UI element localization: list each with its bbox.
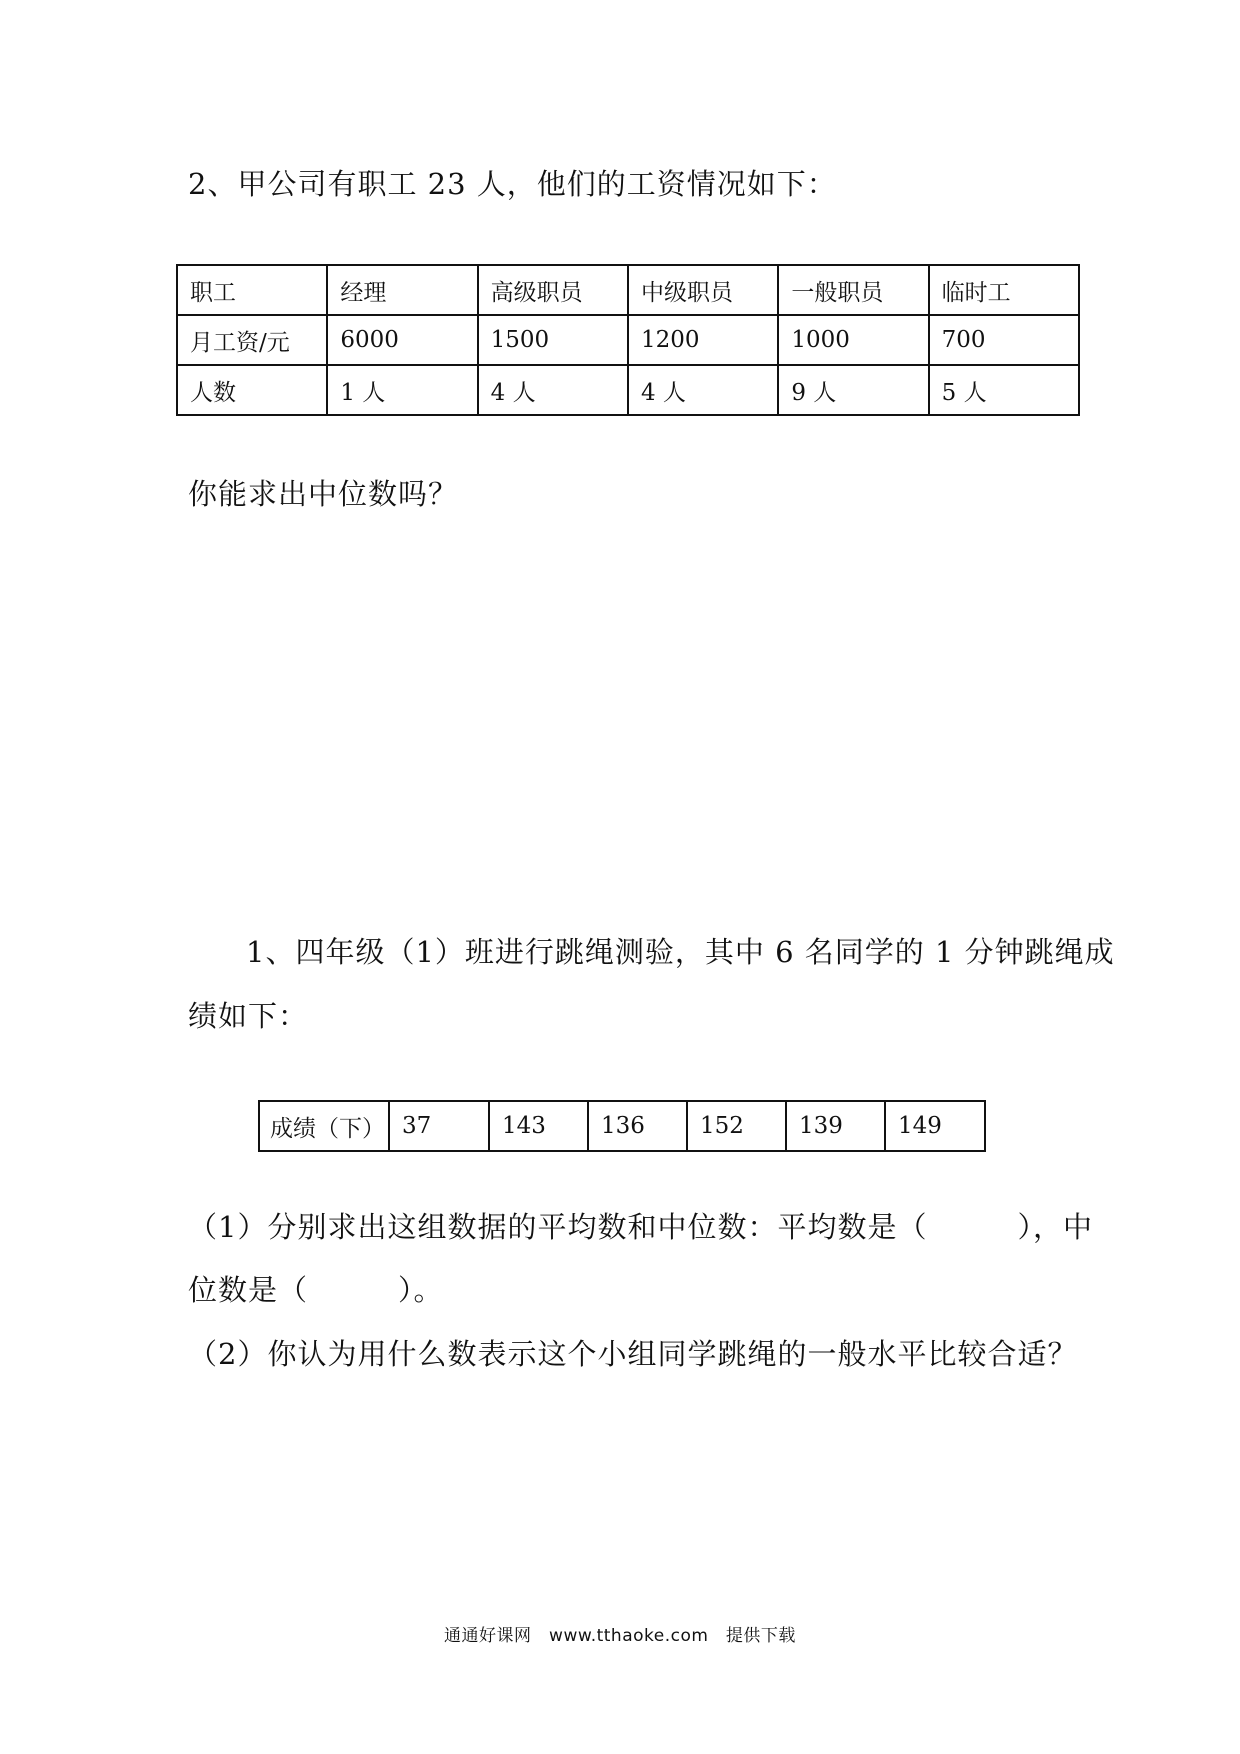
q1-part1-line1: （1）分别求出这组数据的平均数和中位数：平均数是（ ），中	[188, 1210, 1093, 1244]
table-cell: 月工资/元	[177, 315, 327, 365]
table-row	[177, 315, 1079, 365]
table-row	[259, 1101, 985, 1151]
table-cell: 中级职员	[628, 265, 778, 315]
table-cell: 143	[489, 1101, 588, 1151]
table-cell: 9 人	[778, 365, 928, 415]
page-footer: 通通好课网 www.tthaoke.com 提供下载	[444, 1626, 796, 1646]
table-cell: 5 人	[929, 365, 1079, 415]
table-cell: 人数	[177, 365, 327, 415]
table-cell: 152	[687, 1101, 786, 1151]
table-cell: 1500	[478, 315, 628, 365]
q1-part1-line2: 位数是（ ）。	[188, 1273, 444, 1307]
table-cell: 成绩（下）	[259, 1101, 389, 1151]
table-cell: 一般职员	[778, 265, 928, 315]
table-cell: 1000	[778, 315, 928, 365]
table-cell: 职工	[177, 265, 327, 315]
table-cell: 4 人	[628, 365, 778, 415]
table-row	[177, 365, 1079, 415]
table-cell: 700	[929, 315, 1079, 365]
table-cell: 经理	[327, 265, 477, 315]
table-cell: 139	[786, 1101, 885, 1151]
table-cell: 136	[588, 1101, 687, 1151]
table-row	[177, 265, 1079, 315]
salary-table	[176, 264, 1080, 416]
table-cell: 高级职员	[478, 265, 628, 315]
table-cell: 149	[885, 1101, 985, 1151]
q1-intro-line1: 1、四年级（1）班进行跳绳测验，其中 6 名同学的 1 分钟跳绳成	[246, 935, 1115, 969]
q2-intro: 2、甲公司有职工 23 人，他们的工资情况如下：	[188, 167, 837, 201]
table-cell: 1200	[628, 315, 778, 365]
table-cell: 37	[389, 1101, 489, 1151]
score-table	[258, 1100, 986, 1152]
table-cell: 临时工	[929, 265, 1079, 315]
q1-intro-line2: 绩如下：	[188, 999, 309, 1033]
q2-question: 你能求出中位数吗？	[188, 477, 459, 511]
table-cell: 6000	[327, 315, 477, 365]
table-cell: 4 人	[478, 365, 628, 415]
table-cell: 1 人	[327, 365, 477, 415]
q1-part2: （2）你认为用什么数表示这个小组同学跳绳的一般水平比较合适？	[188, 1337, 1078, 1371]
